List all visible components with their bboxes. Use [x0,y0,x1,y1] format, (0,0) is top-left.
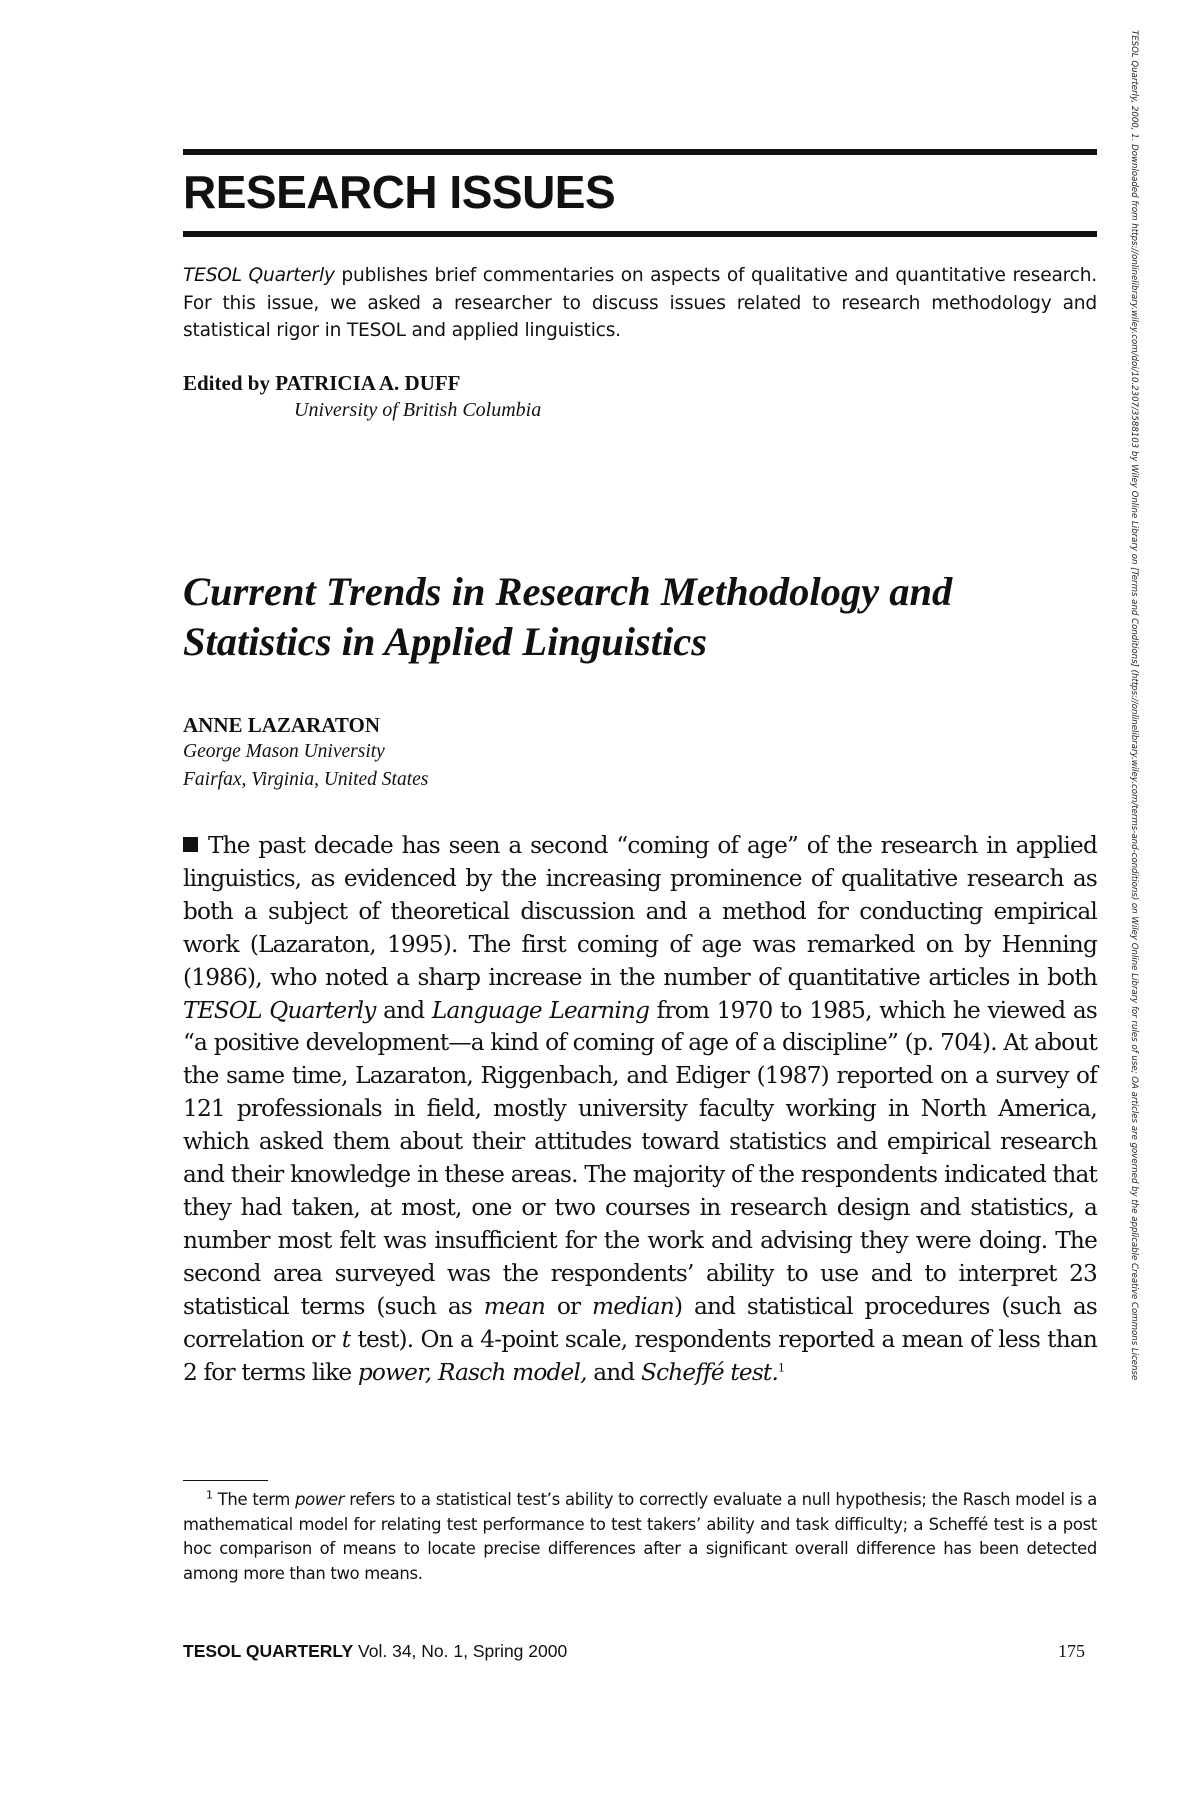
body-italic-terms: power, Rasch model, [357,1358,587,1386]
body-text-7: and [586,1358,641,1386]
author-location: Fairfax, Virginia, United States [183,769,429,790]
editor-affiliation: University of British Columbia [294,399,542,421]
body-italic-scheffe: Scheffé test. [641,1358,779,1386]
footer-journal: TESOL QUARTERLY [183,1641,354,1661]
body-italic-median: median [592,1292,674,1320]
body-text-1: The past decade has seen a second “coming of age” of the research in applied linguistics, as evidenced by the increasing prominence of qualitative research as both a subject of theoretical discussion and a method for conducting empirical work (Lazaraton, 1995). The first coming of age was remarked on by Henning (1986), who noted a sharp increase in the number of quantitative articles in both [183,832,1097,991]
section-title: RESEARCH ISSUES [183,166,616,218]
body-paragraph [183,830,1097,1389]
body-text-5: ) and statistical procedures (such as correlation or [183,1292,1097,1353]
article-title [183,567,1083,667]
running-footer [183,1641,567,1662]
body-text-3: from 1970 to 1985, which he viewed as “a positive development—a kind of coming of age of a discipline” (p. 704). At about the same time, Lazaraton, Riggenbach, and Ediger (1987) reported on a survey of 121 professionals in field, mostly university faculty working in North America, which asked them about their attitudes toward statistics and empirical research and their knowledge in these areas. The majority of the respondents indicated that they had taken, at most, one or two courses in research design and statistics, a number most felt was insufficient for the work and advising they were doing. The second area surveyed was the respondents’ ability to use and to interpret 23 statistical terms (such as [183,996,1098,1320]
body-italic-journal-1: TESOL Quarterly [183,996,376,1024]
footnote-pre: The term [212,1490,296,1509]
footnote [183,1488,1097,1586]
intro-journal-name: TESOL Quarterly [183,265,335,286]
top-rule [183,149,1097,155]
body-italic-mean: mean [483,1292,546,1320]
footnote-marker: 1 [206,1488,213,1502]
section-intro [183,262,1097,345]
editor-name: PATRICIA A. DUFF [275,371,461,395]
editor-credit [183,371,461,396]
footnote-rule [183,1480,268,1481]
body-italic-t: t [341,1325,351,1353]
download-watermark: TESOL Quarterly, 2000, 1. Downloaded from https://onlinelibrary.wiley.com/doi/10.2307/3588103 by Wiley Online Library on [Terms and Conditions] (https://onlinelibrary.wiley.com/terms-and-conditions) on Wiley Online Library for rules of use; OA articles are governed by the applicable Creative Commons License [1129,30,1139,1381]
body-text-6: test). On a 4-point scale, respondents reported a mean of less than 2 for terms like [183,1325,1097,1386]
body-text-2: and [375,996,432,1024]
intro-text: publishes brief commentaries on aspects of qualitative and quantitative research. For this issue, we asked a researcher to discuss issues related to research methodology and statistical rigor in TESOL and applied linguistics. [183,265,1097,341]
author-affiliation: George Mason University [183,741,385,762]
page-number: 175 [1058,1641,1085,1661]
editor-prefix: Edited by [183,371,276,395]
footer-issue: Vol. 34, No. 1, Spring 2000 [353,1641,568,1661]
footnote-text: refers to a statistical test’s ability to correctly evaluate a null hypothesis; the Rasch model is a mathematical model for relating test performance to test takers’ ability and task difficulty; a Scheffé test is a post hoc comparison of means to locate precise differences after a significant overall difference has been detected among more than two means. [183,1490,1097,1583]
author-name: ANNE LAZARATON [183,713,380,737]
footnote-term: power [295,1490,345,1509]
title-underline-rule [183,231,1097,237]
article-title-line-2: Statistics in Applied Linguistics [183,619,707,664]
section-bullet-icon [183,837,198,852]
article-title-line-1: Current Trends in Research Methodology and [183,569,953,614]
footnote-reference[interactable]: 1 [778,1360,785,1374]
body-text-4: or [545,1292,593,1320]
body-italic-journal-2: Language Learning [431,996,650,1024]
